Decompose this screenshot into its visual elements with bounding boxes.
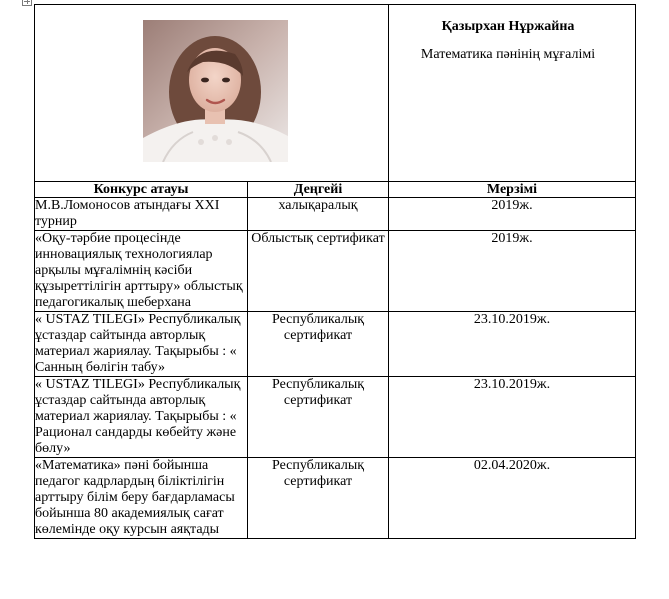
table-header-row [35,182,636,198]
document-table [34,4,636,539]
contest-title: « USTAZ TILEGI» Республикалық ұстаздар сайтында авторлық материал жариялау. Тақырыбы : « Рационал сандарды көбейту және бөлу» [35,377,248,458]
table-move-handle[interactable] [22,0,32,6]
profile-photo [143,20,288,162]
contest-level: Республикалық сертификат [248,377,389,458]
table-row [35,198,636,231]
contest-title: « USTAZ TILEGI» Республикалық ұстаздар сайтында авторлық материал жариялау. Тақырыбы : « Санның бөлігін табу» [35,312,248,377]
contest-level: халықаралық [248,198,389,231]
teacher-info-cell [389,5,636,182]
contest-date: 2019ж. [389,198,636,231]
contest-level: Республикалық сертификат [248,312,389,377]
contest-level: Облыстық сертификат [248,231,389,312]
contest-title: М.В.Ломоносов атындағы XXI турнир [35,198,248,231]
column-header-level: Деңгейі [248,182,389,198]
contest-title: «Оқу-тәрбие процесінде инновациялық технологиялар арқылы мұғалімнің кәсіби құзыреттілігін арттыру» облыстық педагогикалық шеберхана [35,231,248,312]
table-row [35,231,636,312]
column-header-contest: Конкурс атауы [35,182,248,198]
teacher-role: Математика пәнінің мұғалімі [420,47,596,62]
contest-date: 02.04.2020ж. [389,458,636,539]
contest-title: «Математика» пәні бойынша педагог кадрлардың біліктілігін арттыру білім беру бағдарламасы бойынша 80 академиялық сағат көлемінде оқу курсын аяқтады [35,458,248,539]
table-row [35,312,636,377]
table-row [35,377,636,458]
column-header-date: Мерзімі [389,182,636,198]
photo-cell [35,5,389,182]
teacher-name: Қазырхан Нұржайна [441,19,575,34]
profile-row [35,5,636,182]
contest-date: 23.10.2019ж. [389,377,636,458]
table-row [35,458,636,539]
contest-level: Республикалық сертификат [248,458,389,539]
contest-date: 2019ж. [389,231,636,312]
contest-date: 23.10.2019ж. [389,312,636,377]
